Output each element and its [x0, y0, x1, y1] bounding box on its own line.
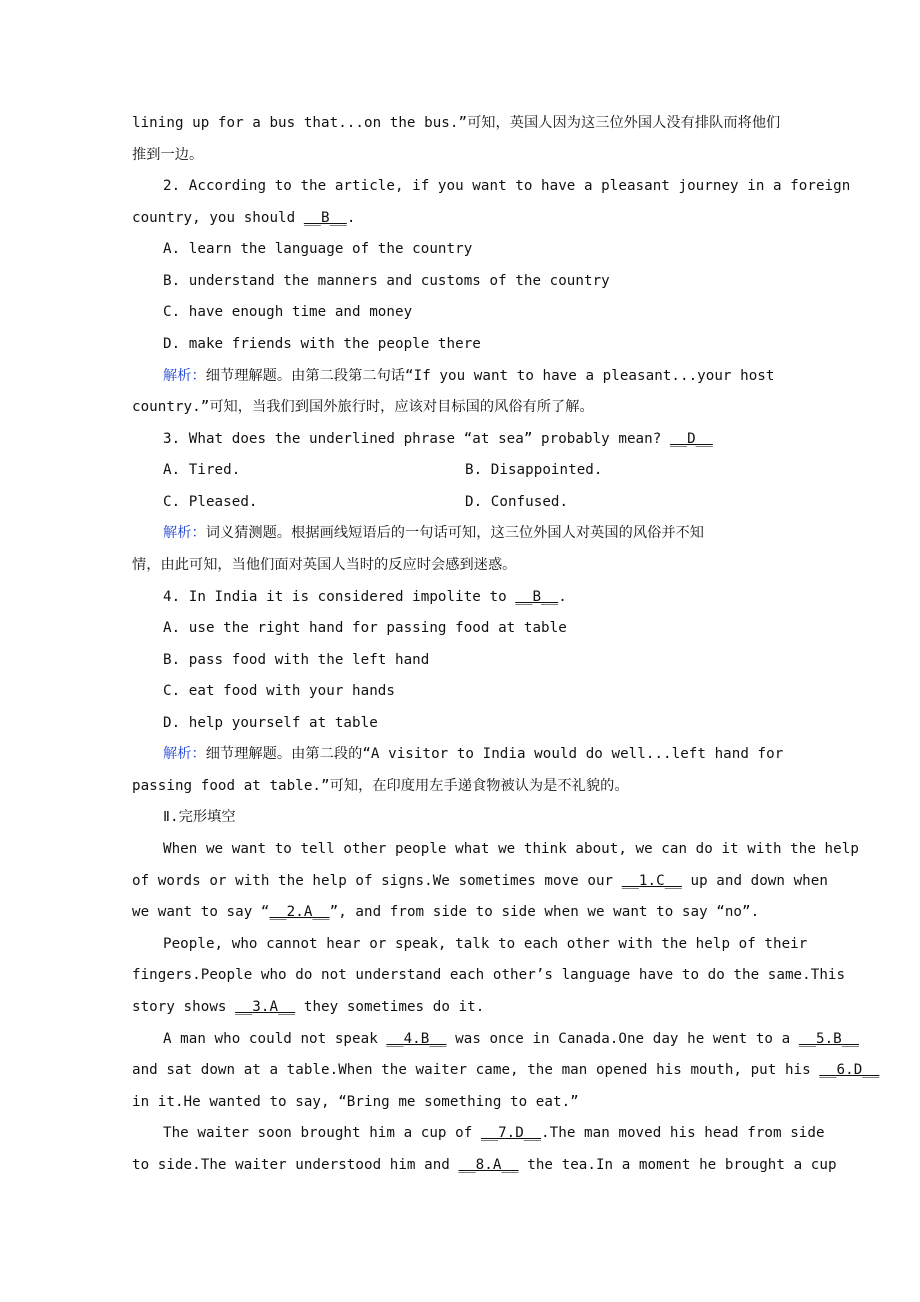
q3-options-row-1: [163, 460, 853, 480]
q2-analysis: 解析：细节理解题。由第二段第二句话“If you want to have a pleasant...your host: [163, 368, 775, 384]
cloze-p4-line-1: The waiter soon brought him a cup of __7.D__.The man moved his head from side: [163, 1125, 825, 1141]
q2-stem-cont: country, you should __B__.: [132, 210, 356, 226]
cloze-p3-line-2: and sat down at a table.When the waiter came, the man opened his mouth, put his __6.D__: [132, 1062, 880, 1078]
q2-answer: __B__: [303, 210, 347, 226]
blank-1: __1.C__: [621, 873, 682, 889]
q3-analysis: 解析：词义猜测题。根据画线短语后的一句话可知，这三位外国人对英国的风俗并不知: [163, 525, 705, 541]
q2-option-a: A. learn the language of the country: [163, 241, 473, 257]
blank-2: __2.A__: [269, 904, 330, 920]
reading-tail-line-1: lining up for a bus that...on the bus.”可知，英国人因为这三位外国人没有排队而将他们: [132, 115, 781, 131]
analysis-label: 解析：: [163, 525, 206, 541]
cloze-p1-line-1: When we want to tell other people what we think about, we can do it with the help: [163, 841, 859, 857]
q2-option-d: D. make friends with the people there: [163, 336, 481, 352]
q4-option-a: A. use the right hand for passing food at table: [163, 620, 567, 636]
q4-option-c: C. eat food with your hands: [163, 683, 395, 699]
q2-stem: 2. According to the article, if you want to have a pleasant journey in a foreign: [163, 178, 851, 194]
cloze-p2-line-3: story shows __3.A__ they sometimes do it.: [132, 999, 485, 1015]
q2-option-c: C. have enough time and money: [163, 304, 413, 320]
q3-analysis-cont: 情，由此可知，当他们面对英国人当时的反应时会感到迷惑。: [132, 557, 517, 573]
blank-7: __7.D__: [480, 1125, 542, 1141]
reading-tail-line-2: 推到一边。: [132, 147, 204, 163]
q3-option-c: C. Pleased.: [163, 494, 258, 510]
q2-analysis-cont: country.”可知，当我们到国外旅行时，应该对目标国的风俗有所了解。: [132, 399, 594, 415]
q4-option-b: B. pass food with the left hand: [163, 652, 430, 668]
cloze-p1-line-2: of words or with the help of signs.We sometimes move our __1.C__ up and down when: [132, 873, 828, 889]
q4-answer: __B__: [515, 589, 559, 605]
blank-5: __5.B__: [798, 1031, 859, 1047]
q4-analysis-cont: passing food at table.”可知，在印度用左手递食物被认为是不礼貌的。: [132, 778, 629, 794]
cloze-p3-line-3: in it.He wanted to say, “Bring me something to eat.”: [132, 1094, 579, 1110]
cloze-p3-line-1: A man who could not speak __4.B__ was once in Canada.One day he went to a __5.B__: [163, 1031, 859, 1047]
cloze-p2-line-2: fingers.People who do not understand each other’s language have to do the same.This: [132, 967, 846, 983]
cloze-p2-line-1: People, who cannot hear or speak, talk to each other with the help of their: [163, 936, 808, 952]
q3-stem: 3. What does the underlined phrase “at sea” probably mean? __D__: [163, 431, 713, 447]
q2-option-b: B. understand the manners and customs of the country: [163, 273, 610, 289]
q4-stem: 4. In India it is considered impolite to __B__.: [163, 589, 567, 605]
analysis-label: 解析：: [163, 368, 206, 384]
q4-analysis: 解析：细节理解题。由第二段的“A visitor to India would do well...left hand for: [163, 746, 784, 762]
blank-4: __4.B__: [386, 1031, 447, 1047]
blank-8: __8.A__: [458, 1157, 519, 1173]
q3-options-row-2: [163, 492, 853, 512]
q3-answer: __D__: [669, 431, 713, 447]
blank-6: __6.D__: [819, 1062, 880, 1078]
q4-option-d: D. help yourself at table: [163, 715, 378, 731]
q3-option-a: A. Tired.: [163, 462, 241, 478]
cloze-p4-line-2: to side.The waiter understood him and __8.A__ the tea.In a moment he brought a cup: [132, 1157, 837, 1173]
cloze-p1-line-3: we want to say “__2.A__”, and from side to side when we want to say “no”.: [132, 904, 760, 920]
cloze-heading: Ⅱ.完形填空: [163, 809, 236, 825]
q3-option-d: D. Confused.: [465, 494, 569, 510]
blank-3: __3.A__: [235, 999, 296, 1015]
analysis-label: 解析：: [163, 746, 206, 762]
q3-option-b: B. Disappointed.: [465, 462, 603, 478]
